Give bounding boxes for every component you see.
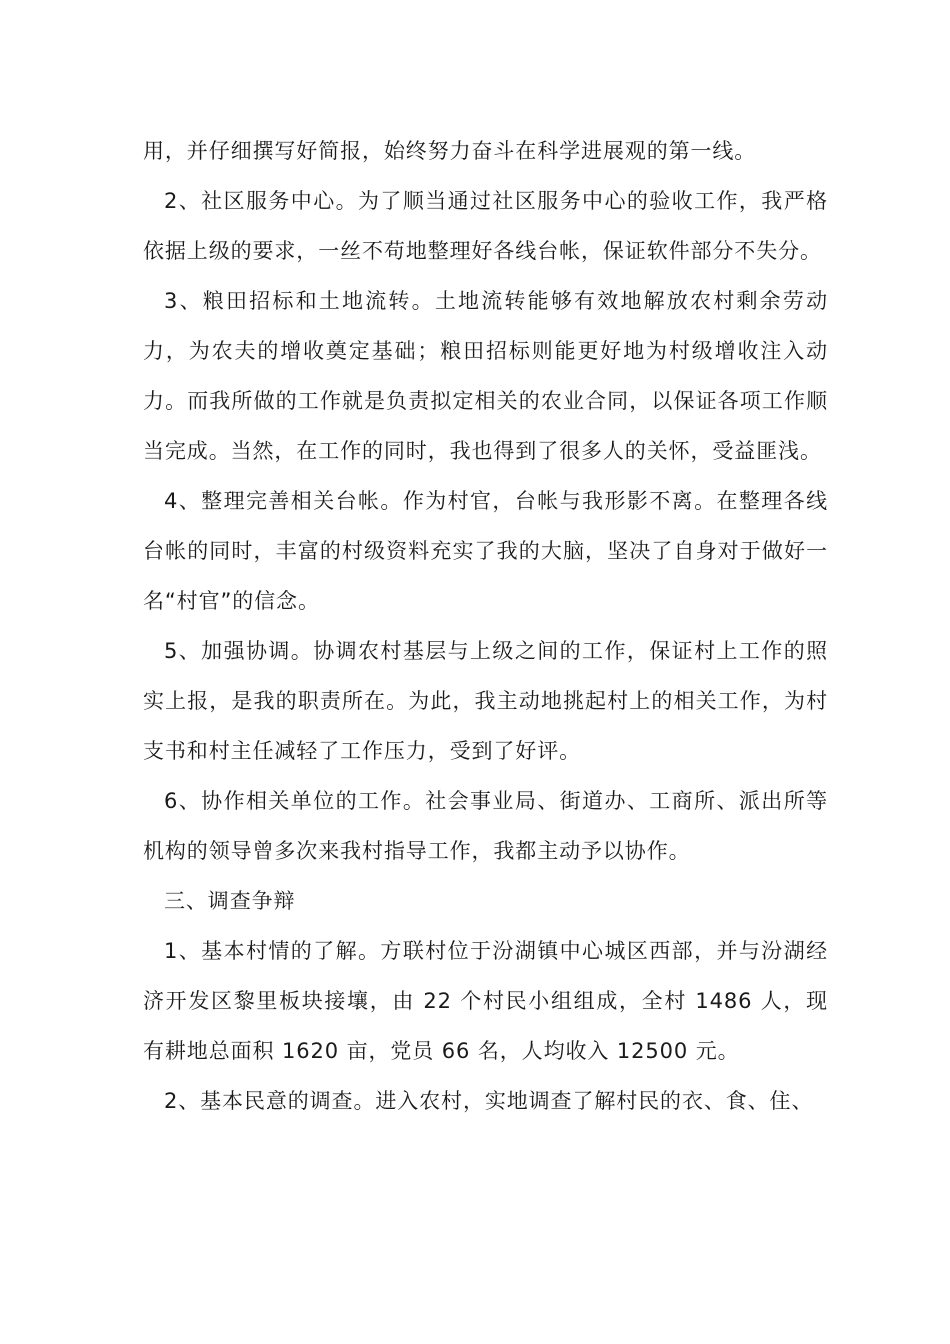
paragraph-unit-cooperation: 6、协作相关单位的工作。社会事业局、街道办、工商所、派出所等机构的领导曾多次来我村指导工作，我都主动予以协作。: [143, 789, 828, 863]
paragraph-ledger-management: 4、整理完善相关台帐。作为村官，台帐与我形影不离。在整理各线台帐的同时，丰富的村级资料充实了我的大脑，坚决了自身对于做好一名“村官”的信念。: [143, 489, 828, 613]
paragraph-community-service-center: 2、社区服务中心。为了顺当通过社区服务中心的验收工作，我严格依据上级的要求，一丝不苟地整理好各线台帐，保证软件部分不失分。: [143, 189, 828, 263]
paragraph-continuation: 用，并仔细撰写好简报，始终努力奋斗在科学进展观的第一线。: [143, 139, 757, 163]
paragraph-village-overview: 1、基本村情的了解。方联村位于汾湖镇中心城区西部，并与汾湖经济开发区黎里板块接壤，由 22 个村民小组组成，全村 1486 人，现有耕地总面积 1620 亩，党员 66 名，人均收入 12500 元。: [143, 939, 828, 1063]
document-body: [143, 126, 828, 1126]
paragraph-grain-field-bidding: 3、粮田招标和土地流转。土地流转能够有效地解放农村剩余劳动力，为农夫的增收奠定基础；粮田招标则能更好地为村级增收注入动力。而我所做的工作就是负责拟定相关的农业合同，以保证各项工作顺当完成。当然，在工作的同时，我也得到了很多人的关怀，受益匪浅。: [143, 289, 828, 463]
paragraph-coordination: 5、加强协调。协调农村基层与上级之间的工作，保证村上工作的照实上报，是我的职责所在。为此，我主动地挑起村上的相关工作，为村支书和村主任减轻了工作压力，受到了好评。: [143, 639, 828, 763]
paragraph-public-opinion-survey: 2、基本民意的调查。进入农村，实地调查了解村民的衣、食、住、: [164, 1089, 814, 1113]
section-heading-research: 三、调查争辩: [164, 889, 296, 913]
